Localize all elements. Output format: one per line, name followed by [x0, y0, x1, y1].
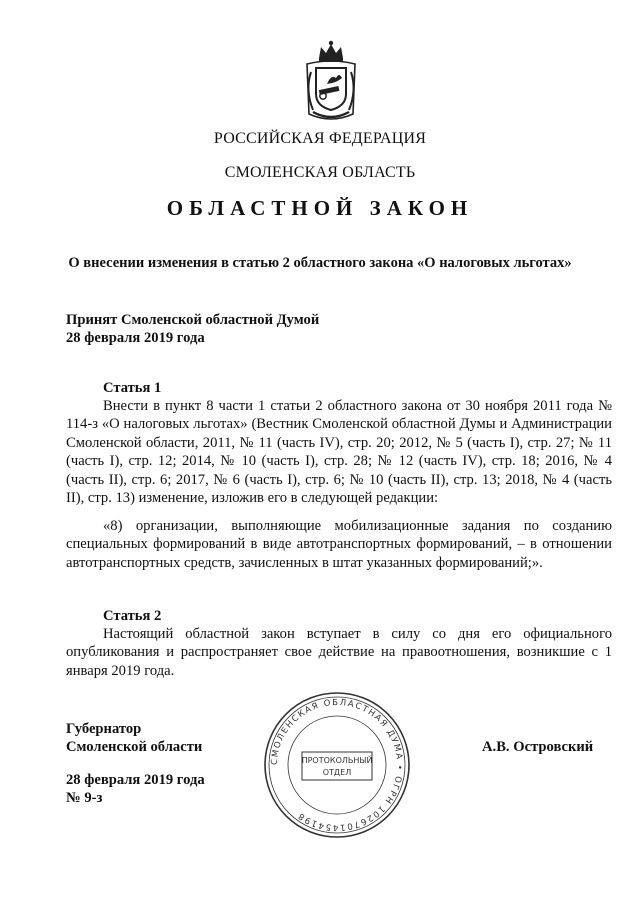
- region-heading: СМОЛЕНСКАЯ ОБЛАСТЬ: [224, 164, 416, 181]
- article-1-amendment: «8) организации, выполняющие мобилизационные задания по созданию специальных формирований в виде автотранспортных формирований, – в отношении автотранспортных средств, зачисленных в штат указанных формирований;».: [66, 518, 612, 571]
- article-2-paragraph: Настоящий областной закон вступает в силу со дня его официального опубликования и распространяет свое действие на правоотношения, возникшие с 1 января 2019 года.: [66, 626, 612, 679]
- signing-date: 28 февраля 2019 года: [66, 772, 205, 788]
- coat-of-arms-icon: [301, 38, 361, 124]
- article-1-paragraph: Внести в пункт 8 части 1 статьи 2 областного закона от 30 ноября 2011 года № 114-з «О налоговых льготах» (Вестник Смоленской областной Думы и Администрации Смоленской области, 2011, № 11 (часть IV), стр. 20; 2012, № 5 (часть I), стр. 27; № 11 (часть I), стр. 12; 2014, № 10 (часть I), стр. 28; № 12 (часть IV), стр. 18; 2016, № 4 (часть II), стр. 6; 2017, № 6 (часть I), стр. 6; № 10 (часть II), стр. 13; 2018, № 4 (часть II), стр. 13) изменение, изложив его в следующей редакции:: [66, 398, 612, 507]
- official-stamp: [262, 690, 412, 840]
- stamp-center-line2: ОТДЕЛ: [322, 768, 352, 777]
- signatory-region: Смоленской области: [66, 739, 203, 755]
- law-number: № 9-з: [66, 790, 103, 806]
- document-title: ОБЛАСТНОЙ ЗАКОН: [166, 196, 474, 220]
- adoption-line: Принят Смоленской областной Думой: [66, 312, 320, 328]
- article-1-heading: Статья 1: [103, 380, 162, 396]
- signatory-position: Губернатор: [66, 721, 142, 737]
- article-2-heading: Статья 2: [103, 608, 162, 624]
- stamp-center-line1: ПРОТОКОЛЬНЫЙ: [301, 756, 373, 765]
- stamp-outer-text: СМОЛЕНСКАЯ ОБЛАСТНАЯ ДУМА • ОГРН 1026701454198: [269, 697, 405, 833]
- signatory-name: А.В. Островский: [482, 739, 594, 755]
- country-heading: РОССИЙСКАЯ ФЕДЕРАЦИЯ: [213, 130, 427, 147]
- law-subtitle: О внесении изменения в статью 2 областного закона «О налоговых льготах»: [68, 255, 572, 271]
- adoption-date: 28 февраля 2019 года: [66, 330, 205, 346]
